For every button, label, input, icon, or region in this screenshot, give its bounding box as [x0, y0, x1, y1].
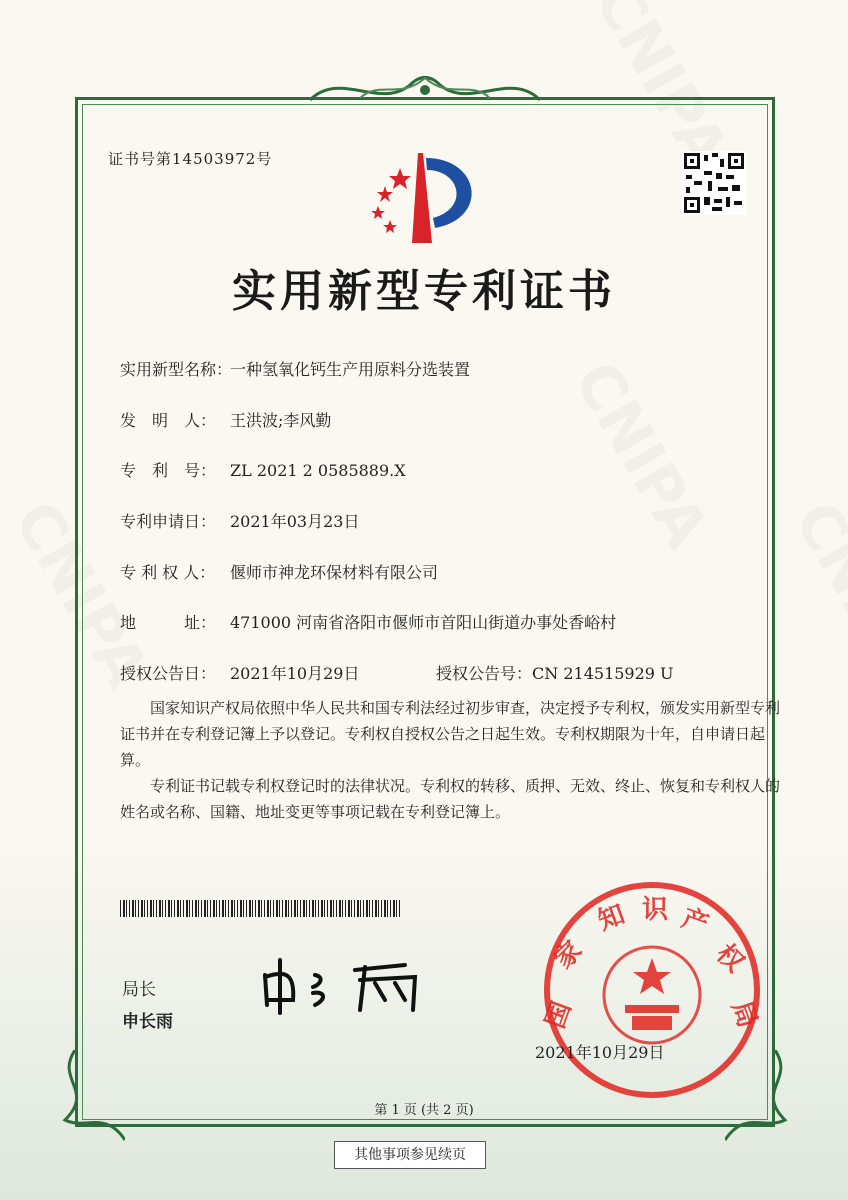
svg-text:识: 识 — [642, 895, 669, 925]
field-label: 专 利 权 人： — [120, 563, 216, 582]
top-ornament — [300, 70, 550, 110]
barcode — [120, 900, 402, 917]
field-row-address — [120, 610, 616, 633]
field-value: 471000 河南省洛阳市偃师市首阳山街道办事处香峪村 — [230, 613, 617, 632]
field-value: 2021年10月29日 — [230, 664, 360, 683]
page-indicator: 第 1 页 (共 2 页) — [374, 1103, 474, 1118]
watermark — [780, 490, 848, 699]
certificate-title: 实用新型专利证书 — [232, 266, 616, 317]
svg-text:产: 产 — [677, 903, 713, 941]
field-value: 一种氢氧化钙生产用原料分选装置 — [230, 360, 471, 379]
seal-date: 2021年10月29日 — [535, 1043, 665, 1062]
field-value: 偃师市神龙环保材料有限公司 — [230, 563, 439, 582]
field-label: 专 利 号： — [120, 461, 217, 480]
signature — [255, 955, 445, 1015]
field-label: 发 明 人： — [120, 411, 217, 430]
field-value: 2021年03月23日 — [230, 512, 360, 531]
field-value: CN 214515929 U — [532, 664, 674, 683]
signatory-title: 局长 — [122, 980, 156, 1000]
field-row-patent-number — [120, 458, 406, 481]
signatory-name: 申长雨 — [122, 1012, 173, 1032]
svg-text:国: 国 — [540, 997, 578, 1033]
svg-text:权: 权 — [710, 938, 750, 979]
statement-paragraph: 国家知识产权局依照中华人民共和国专利法经过初步审查，决定授予专利权，颁发实用新型专利证书并在专利登记簿上予以登记。专利权自授权公告之日起生效。专利权期限为十年，自申请日起算。 — [120, 699, 781, 769]
field-label: 授权公告号： — [436, 664, 533, 683]
field-row-patentee — [120, 560, 438, 583]
certificate-number: 证书号第14503972号 — [108, 150, 273, 168]
qr-code — [682, 151, 746, 215]
field-label: 实用新型名称： — [120, 360, 233, 379]
field-label: 授权公告日： — [120, 664, 217, 683]
official-seal — [520, 880, 780, 1110]
cnipa-logo — [360, 148, 490, 248]
certificate-statement — [120, 695, 780, 825]
svg-text:家: 家 — [548, 935, 589, 975]
svg-text:局: 局 — [725, 997, 763, 1032]
field-label: 专利申请日： — [120, 512, 217, 531]
field-row-application-date — [120, 509, 359, 532]
statement-paragraph: 专利证书记载专利权登记时的法律状况。专利权的转移、质押、无效、终止、恢复和专利权人的姓名或名称、国籍、地址变更等事项记载在专利登记簿上。 — [120, 777, 781, 821]
continuation-note: 其他事项参见续页 — [334, 1141, 486, 1169]
svg-text:知: 知 — [594, 899, 629, 937]
field-value: 王洪波;李风勤 — [230, 411, 332, 430]
field-value: ZL 2021 2 0585889.X — [230, 461, 406, 480]
field-row-grant-date — [120, 661, 359, 684]
field-label: 地 址： — [120, 613, 217, 632]
field-row-inventor — [120, 408, 331, 431]
field-row-name — [120, 357, 470, 380]
field-row-announcement-number — [436, 661, 674, 684]
